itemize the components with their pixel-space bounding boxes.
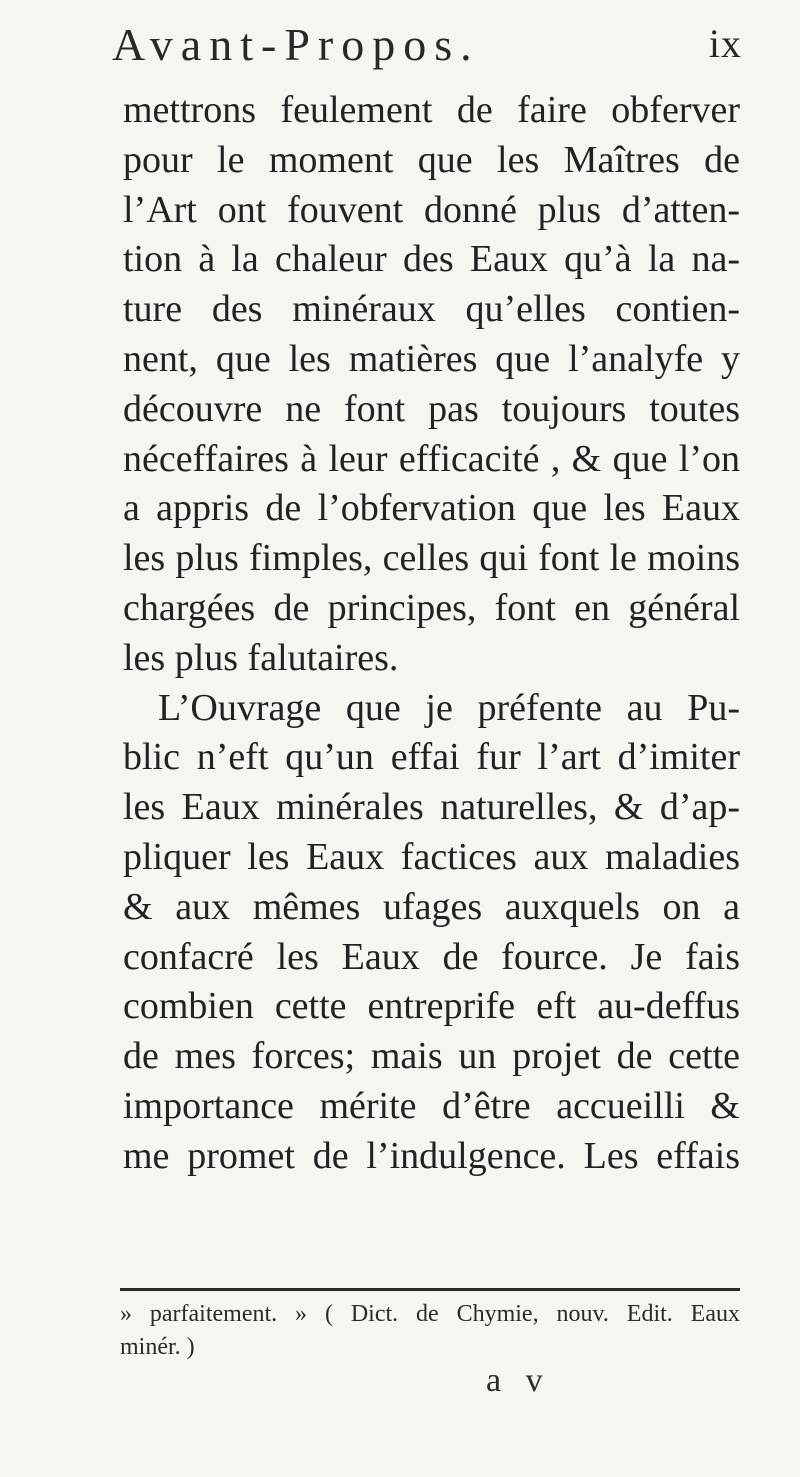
footnote-divider (120, 1288, 740, 1291)
text-line: blic n’eft qu’un effai fur l’art d’imiter (123, 736, 740, 779)
text-line: mettrons feulement de faire obferver (123, 89, 740, 131)
text-line: importance mérite d’être accueilli & (123, 1084, 740, 1127)
text-line: l’Art ont fouvent donné plus d’atten- (123, 188, 740, 231)
text-line: ture des minéraux qu’elles contien- (123, 288, 740, 331)
text-line: les plus fimples, celles qui font le moins (123, 537, 740, 580)
footnote (120, 1298, 740, 1364)
text-line: pour le moment que les Maîtres de (123, 138, 740, 181)
text-line: confacré les Eaux de fource. Je fais (123, 935, 740, 978)
text-line: a appris de l’obfervation que les Eaux (123, 487, 740, 530)
text-line: pliquer les Eaux factices aux maladies (123, 835, 740, 878)
text-line: tion à la chaleur des Eaux qu’à la na- (123, 238, 740, 281)
text-line-paragraph-start: L’Ouvrage que je préfente au Pu- (158, 686, 740, 729)
text-line: les Eaux minérales naturelles, & d’ap- (123, 786, 740, 829)
text-line: néceffaires à leur efficacité , & que l’on (123, 437, 740, 480)
signature-mark: a v (486, 1362, 551, 1399)
page-header (112, 19, 742, 92)
page-number: ix (708, 21, 742, 66)
text-line: nent, que les matières que l’analyfe y (123, 337, 740, 380)
text-line: de mes forces; mais un projet de cette (123, 1035, 740, 1078)
text-line: & aux mêmes ufages auxquels on a (123, 885, 740, 928)
text-line: chargées de principes, font en général (123, 586, 740, 629)
text-line: découvre ne font pas toujours toutes (123, 387, 740, 430)
text-line: me promet de l’indulgence. Les effais (123, 1134, 740, 1177)
main-text (123, 86, 740, 1182)
footnote-line: minér. ) (120, 1334, 195, 1360)
running-head: Avant-Propos. (112, 19, 480, 70)
text-line: combien cette entreprife eft au-deffus (123, 985, 740, 1028)
footnote-line: » parfaitement. » ( Dict. de Chymie, nouv. Edit. Eaux (120, 1301, 740, 1327)
text-line-paragraph-end: les plus falutaires. (123, 636, 399, 679)
